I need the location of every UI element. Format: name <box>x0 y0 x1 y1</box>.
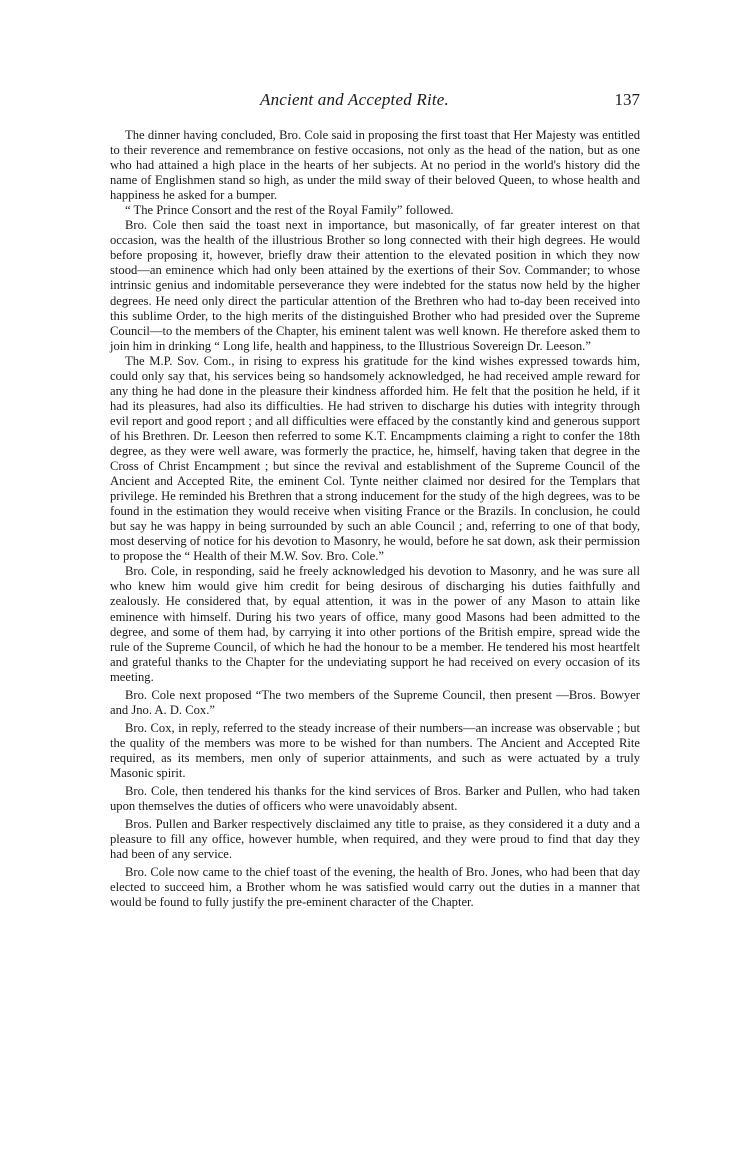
running-title: Ancient and Accepted Rite. <box>260 90 449 109</box>
paragraph-prince-consort: “ The Prince Consort and the rest of the Royal Family” followed. <box>125 203 454 218</box>
paragraph-leeson-reply: The M.P. Sov. Com., in rising to express his gratitude for the kind wishes expressed towards him, could only say that, his services being so handsomely acknowledged, he had received ample reward for any thing he had done in the pleasure their kindness afforded him. He felt that the position he held, if it had its pleasures, had also its difficulties. He had striven to discharge his duties with integrity through evil report and good report ; and all difficulties were effaced by the constantly kind and generous support of his Brethren. Dr. Leeson then referred to some K.T. Encampments claiming a right to confer the 18th degree, as they were well aware, was formerly the practice, he, himself, having taken that degree in the Cross of Christ Encampment ; but since the revival and establishment of the Supreme Council of the Ancient and Accepted Rite, the eminent Col. Tynte neither claimed nor desired for the Templars that privilege. He reminded his Brethren that a strong inducement for the study of the high degrees, was to be found in the estimation they would receive when visiting France or the Brazils. In conclusion, he could but say he was happy in being surrounded by such an able Council ; and, referring to one of that body, most deserving of notice for his devotion to Masonry, he would, before he sat down, ask their permission to propose the “ Health of their M.W. Sov. Bro. Cole.” <box>110 353 640 564</box>
paragraph-pullen-barker: Bros. Pullen and Barker respectively disclaimed any title to praise, as they considered it a duty and a pleasure to fill any office, however humble, when required, and they were proud to find that day they had been of any service. <box>110 817 640 862</box>
paragraph-toast-leeson: Bro. Cole then said the toast next in importance, but masonically, of far greater interest on that occasion, was the health of the illustrious Brother so long connected with their high degrees. He would before proposing it, however, briefly draw their attention to the elevated position in which they now stood—an eminence which had only been attained by the exertions of their Sov. Commander; to whose intrinsic genius and indomitable perseverance they were indebted for the status now held by the higher degrees. He need only direct the particular attention of the Brethren who had to-day been received into this sublime Order, to the high merits of the distinguished Brother who had presided over the Supreme Council—to the members of the Chapter, his eminent talent was well known. He therefore asked them to join him in drinking “ Long life, health and happiness, to the Illustrious Sovereign Dr. Leeson.” <box>110 218 640 353</box>
running-head <box>110 90 640 112</box>
paragraph-thanks-officers: Bro. Cole, then tendered his thanks for the kind services of Bros. Barker and Pullen, who had taken upon themselves the duties of officers who were unavoidably absent. <box>110 784 640 814</box>
paragraph-chief-toast: Bro. Cole now came to the chief toast of the evening, the health of Bro. Jones, who had been that day elected to succeed him, a Brother whom he was satisfied would carry out the duties in a manner that would be found to fully justify the pre-eminent character of the Chapter. <box>110 865 640 910</box>
paragraph-cox-reply: Bro. Cox, in reply, referred to the steady increase of their numbers—an increase was observable ; but the quality of the members was more to be wished for than numbers. The Ancient and Accepted Rite required, as its members, men only of superior attainments, and such as were actuated by a truly Masonic spirit. <box>110 720 640 780</box>
article-body <box>110 128 640 910</box>
paragraph-dinner-first-toast: The dinner having concluded, Bro. Cole said in proposing the first toast that Her Majesty was entitled to their reverence and remembrance on festive occasions, not only as the head of the nation, but as one who had attained a high place in the hearts of her subjects. At no period in the world's history did the name of Englishmen stand so high, as under the mild sway of their beloved Queen, to whose health and happiness he asked for a bumper. <box>110 128 640 203</box>
paragraph-cole-response: Bro. Cole, in responding, said he freely acknowledged his devotion to Masonry, and he was sure all who knew him would give him credit for being desirous of discharging his duties faithfully and zealously. He considered that, by equal attention, it was in the power of any Mason to attain like eminence with himself. During his two years of office, many good Masons had been admitted to the degree, and some of them had, by carrying it into other portions of the British empire, spread wide the rule of the Supreme Council, of which he had the honour to be a member. He tendered his most heartfelt and grateful thanks to the Chapter for the undeviating support he had received on every occasion of its meeting. <box>110 564 640 684</box>
page-number: 137 <box>614 90 640 109</box>
paragraph-supreme-council-toast: Bro. Cole next proposed “The two members of the Supreme Council, then present —Bros. Bowyer and Jno. A. D. Cox.” <box>110 687 640 717</box>
